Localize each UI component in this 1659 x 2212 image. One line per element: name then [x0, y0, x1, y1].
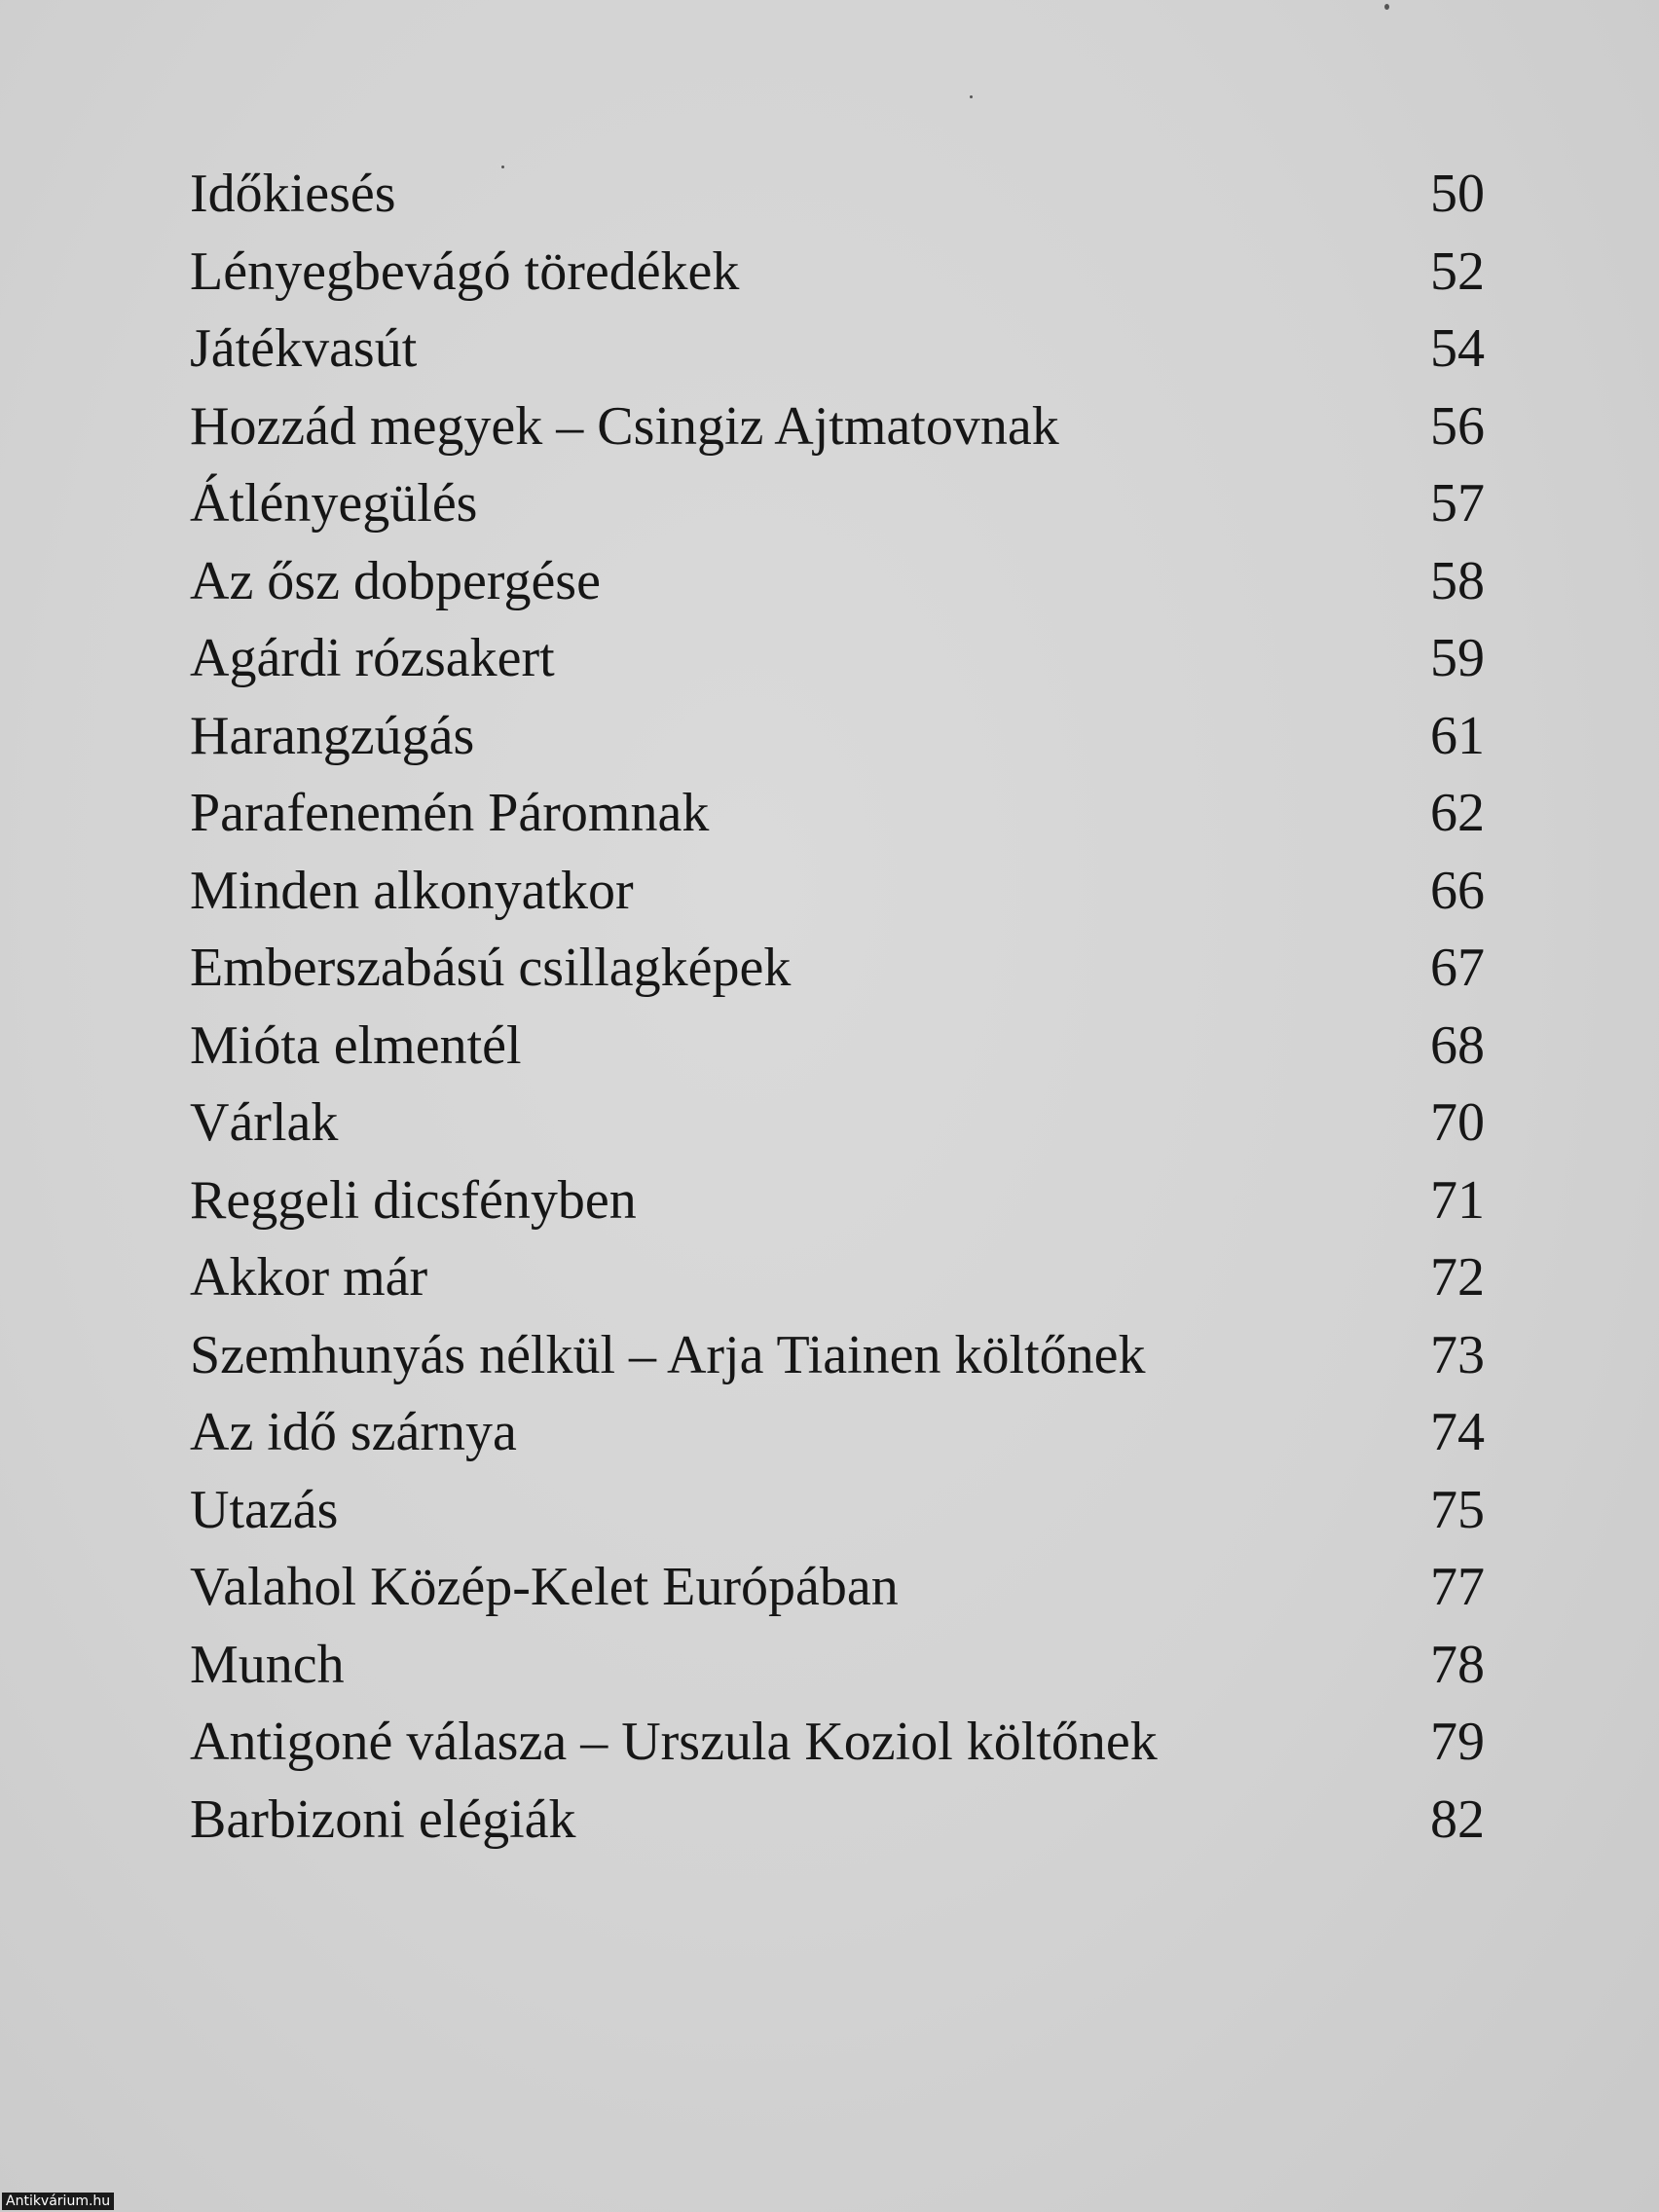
toc-entry-page: 78 [1430, 1634, 1485, 1695]
watermark-label: Antikvárium.hu [2, 2193, 114, 2210]
toc-entry-page: 74 [1430, 1402, 1485, 1462]
toc-entry-page: 59 [1430, 628, 1485, 688]
toc-entry [190, 1239, 1494, 1317]
toc-entry [190, 1472, 1494, 1550]
toc-entry-page: 77 [1430, 1557, 1485, 1617]
paper-speck [501, 166, 504, 168]
toc-entry-title: Lényegbevágó töredékek [190, 240, 740, 302]
toc-entry-page: 70 [1430, 1092, 1485, 1153]
toc-entry-title: Mióta elmentél [190, 1014, 522, 1076]
toc-entry-title: Akkor már [190, 1247, 428, 1308]
toc-entry [190, 465, 1494, 543]
toc-entry-title: Az ősz dobpergése [190, 550, 601, 611]
toc-entry [190, 1008, 1494, 1086]
toc-entry [190, 1704, 1494, 1782]
toc-entry-title: Játékvasút [190, 318, 418, 379]
toc-entry-page: 61 [1430, 705, 1485, 766]
toc-entry-title: Harangzúgás [190, 705, 475, 766]
toc-entry [190, 234, 1494, 312]
toc-entry-page: 75 [1430, 1479, 1485, 1540]
toc-entry-page: 57 [1430, 473, 1485, 534]
paper-speck [970, 95, 973, 98]
toc-entry-page: 58 [1430, 550, 1485, 611]
toc-entry [190, 698, 1494, 776]
toc-entry-title: Várlak [190, 1092, 339, 1153]
toc-entry [190, 156, 1494, 234]
table-of-contents [190, 156, 1494, 1859]
toc-entry-title: Agárdi rózsakert [190, 628, 555, 688]
paper-speck [1384, 4, 1389, 10]
toc-entry-page: 71 [1430, 1169, 1485, 1231]
toc-entry-title: Emberszabású csillagképek [190, 938, 792, 998]
toc-entry [190, 620, 1494, 698]
toc-entry-title: Időkiesés [190, 164, 396, 224]
toc-entry [190, 1549, 1494, 1627]
toc-entry-page: 52 [1430, 240, 1485, 302]
toc-entry [190, 1085, 1494, 1162]
toc-entry [190, 930, 1494, 1008]
toc-entry-page: 62 [1430, 783, 1485, 843]
toc-entry-title: Átlényegülés [190, 473, 478, 534]
toc-entry-title: Utazás [190, 1479, 339, 1540]
toc-entry-page: 66 [1430, 860, 1485, 921]
toc-entry [190, 1782, 1494, 1860]
toc-entry-title: Minden alkonyatkor [190, 860, 634, 921]
toc-entry-title: Az idő szárnya [190, 1402, 517, 1462]
toc-entry-page: 72 [1430, 1247, 1485, 1308]
toc-entry-title: Parafenemén Páromnak [190, 783, 710, 843]
toc-entry-title: Antigoné válasza – Urszula Koziol költőnek [190, 1712, 1158, 1772]
toc-entry [190, 1317, 1494, 1395]
toc-entry-title: Szemhunyás nélkül – Arja Tiainen költőnek [190, 1324, 1146, 1385]
toc-entry [190, 1394, 1494, 1472]
toc-entry-title: Munch [190, 1634, 345, 1695]
toc-entry [190, 543, 1494, 621]
toc-entry-title: Valahol Közép-Kelet Európában [190, 1557, 899, 1617]
toc-entry [190, 1627, 1494, 1705]
toc-entry-page: 68 [1430, 1014, 1485, 1076]
toc-entry-page: 54 [1430, 318, 1485, 379]
toc-entry-page: 56 [1430, 395, 1485, 457]
toc-entry-page: 67 [1430, 938, 1485, 998]
toc-entry [190, 775, 1494, 853]
toc-entry-title: Hozzád megyek – Csingiz Ajtmatovnak [190, 395, 1059, 457]
toc-entry-page: 50 [1430, 164, 1485, 224]
toc-entry-page: 73 [1430, 1324, 1485, 1385]
toc-entry-page: 79 [1430, 1712, 1485, 1772]
toc-entry-title: Reggeli dicsfényben [190, 1169, 637, 1231]
toc-entry [190, 311, 1494, 388]
toc-entry-title: Barbizoni elégiák [190, 1788, 576, 1850]
toc-entry-page: 82 [1430, 1788, 1485, 1850]
toc-entry [190, 853, 1494, 931]
toc-entry [190, 1162, 1494, 1240]
toc-entry [190, 388, 1494, 466]
